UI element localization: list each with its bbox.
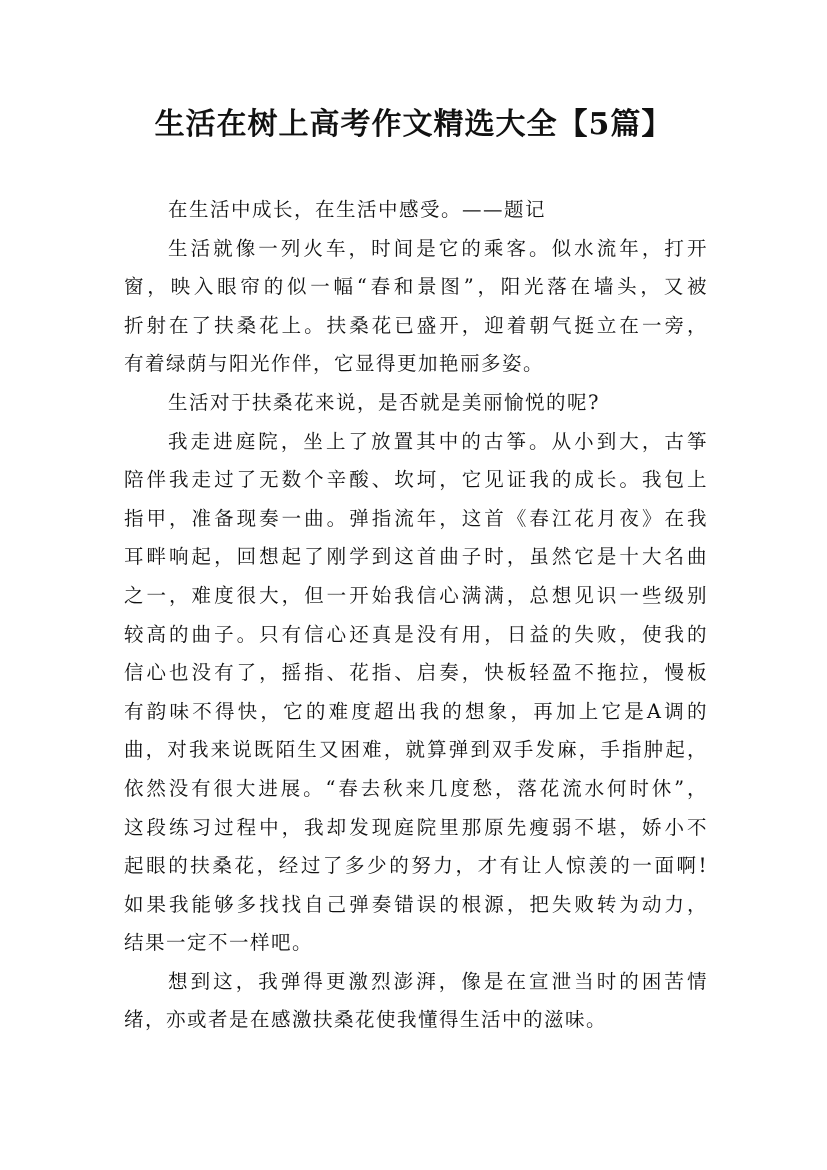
essay-line: 生活就像一列火车，时间是它的乘客。似水流年，打开 bbox=[168, 236, 708, 260]
essay-line: 在生活中成长，在生活中感受。——题记 bbox=[168, 198, 547, 221]
essay-line: 绪，亦或者是在感激扶桑花使我懂得生活中的滋味。 bbox=[124, 1008, 608, 1032]
essay-line: 有着绿荫与阳光作伴，它显得更加艳丽多姿。 bbox=[124, 352, 545, 376]
essay-line: 指甲，准备现奏一曲。弹指流年，这首《春江花月夜》在我 bbox=[124, 506, 708, 530]
essay-line: 陪伴我走过了无数个辛酸、坎坷，它见证我的成长。我包上 bbox=[124, 468, 708, 492]
essay-body bbox=[124, 191, 708, 1040]
essay-line: 窗，映入眼帘的似一幅“春和景图”，阳光落在墙头，又被 bbox=[124, 275, 708, 299]
essay-line: 有韵味不得快，它的难度超出我的想象，再加上它是A调的 bbox=[124, 699, 708, 723]
essay-line: 结果一定不一样吧。 bbox=[124, 931, 314, 955]
essay-line: 想到这，我弹得更激烈澎湃，像是在宣泄当时的困苦情 bbox=[168, 969, 708, 993]
essay-line: 起眼的扶桑花，经过了多少的努力，才有让人惊羡的一面啊! bbox=[124, 854, 708, 878]
essay-line: 我走进庭院，坐上了放置其中的古筝。从小到大，古筝 bbox=[168, 429, 708, 453]
essay-line: 信心也没有了，摇指、花指、启奏，快板轻盈不拖拉，慢板 bbox=[124, 661, 708, 685]
essay-line: 较高的曲子。只有信心还真是没有用，日益的失败，使我的 bbox=[124, 622, 708, 646]
essay-line: 这段练习过程中，我却发现庭院里那原先瘦弱不堪，娇小不 bbox=[124, 815, 708, 839]
essay-line: 依然没有很大进展。“春去秋来几度愁，落花流水何时休”， bbox=[124, 776, 708, 800]
essay-line: 之一，难度很大，但一开始我信心满满，总想见识一些级别 bbox=[124, 583, 708, 607]
essay-line: 生活对于扶桑花来说，是否就是美丽愉悦的呢? bbox=[168, 390, 600, 414]
essay-line: 如果我能够多找找自己弹奏错误的根源，把失败转为动力， bbox=[124, 892, 708, 916]
essay-line: 曲，对我来说既陌生又困难，就算弹到双手发麻，手指肿起， bbox=[124, 738, 708, 762]
essay-line: 耳畔响起，回想起了刚学到这首曲子时，虽然它是十大名曲 bbox=[124, 545, 708, 569]
essay-line: 折射在了扶桑花上。扶桑花已盛开，迎着朝气挺立在一旁， bbox=[124, 313, 708, 337]
document-title: 生活在树上高考作文精选大全【5篇】 bbox=[154, 107, 673, 142]
